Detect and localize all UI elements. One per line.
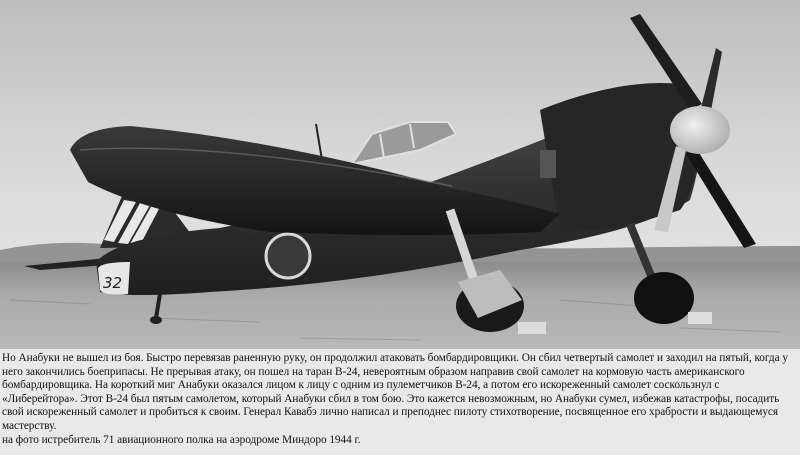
caption-paragraph: Но Анабуки не вышел из боя. Быстро перевязав раненную руку, он продолжил атаковать бомбардировщики. Он сбил четвертый самолет и заходил на пятый, когда у него закончились боеприпасы. Не прерывая атаку, он пошел на таран B-24, невероятным образом направив свой самолет на кормовую часть американского бомбардировщика. На короткий миг Анабуки оказался лицом к лицу с одним из пулеметчиков B-24, а потом его искореженный самолет соскользнул с «Либерейтора». Этот B-24 был пятым самолетом, который Анабуки сбил в том бою. Это кажется невозможным, но Анабуки сумел, избежав катастрофы, посадить свой искореженный самолет и пробиться к своим. Генерал Кавабэ лично написал и преподнес пилоту стихотворение, посвященное его храбрости и выдающемуся мастерству. — [2, 352, 788, 432]
caption — [0, 351, 800, 455]
hinomaru-roundel — [266, 234, 310, 278]
svg-text:32: 32 — [103, 274, 123, 292]
photo-note: на фото истребитель 71 авиационного полка на аэродроме Миндоро 1944 г. — [2, 433, 361, 446]
